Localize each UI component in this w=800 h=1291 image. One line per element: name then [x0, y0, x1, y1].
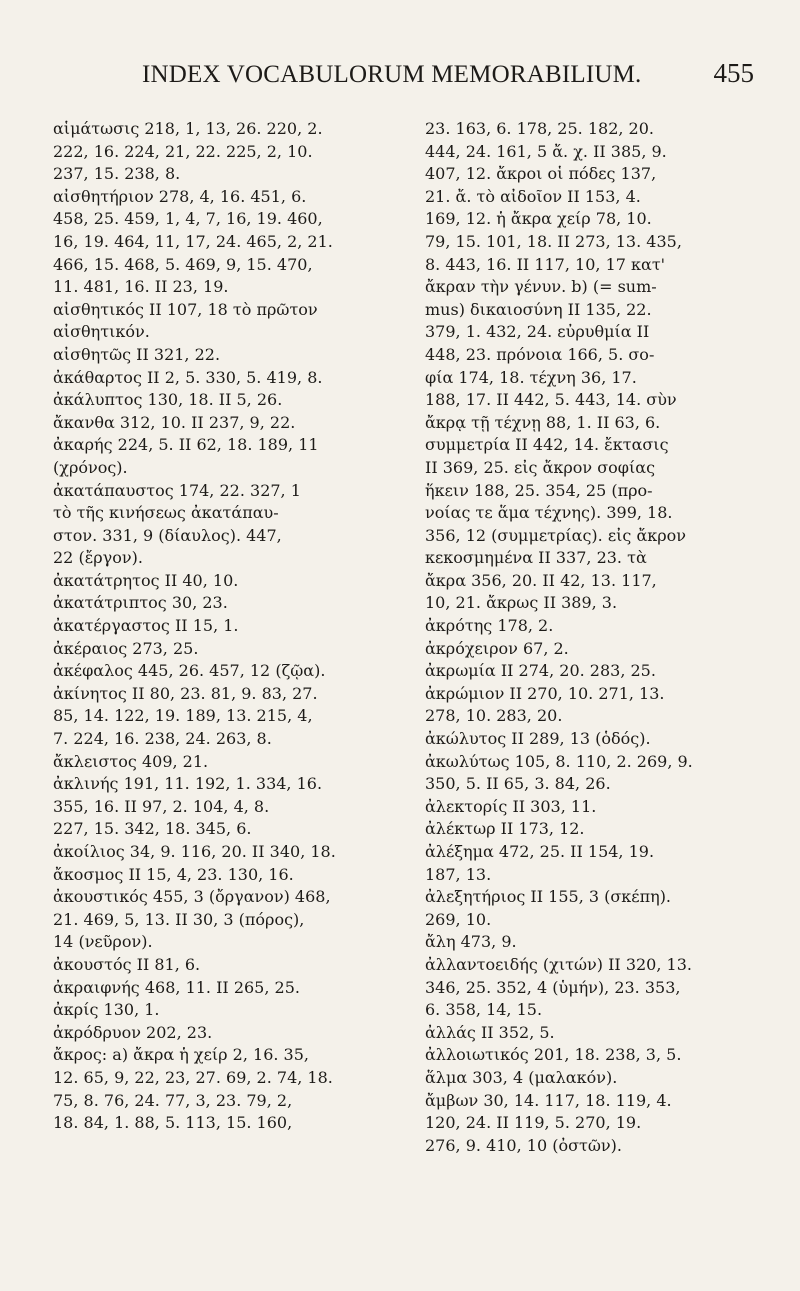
- index-line: ἀκουστός II 81, 6.: [53, 954, 201, 974]
- index-line: 346, 25. 352, 4 (ὑμήν), 23. 353,: [425, 977, 681, 997]
- index-line: αἱμάτωσις 218, 1, 13, 26. 220, 2.: [53, 119, 323, 138]
- index-line: 269, 10.: [425, 909, 492, 929]
- index-line: ἄκλειστος 409, 21.: [53, 751, 209, 771]
- index-line: ἀκατάτρητος II 40, 10.: [53, 570, 239, 590]
- index-line: τὸ τῆς κινήσεως ἀκατάπαυ-: [53, 503, 279, 523]
- page-title: INDEX VOCABULORUM MEMORABILIUM.: [142, 61, 642, 88]
- index-line: 379, 1. 432, 24. εὐρυθμία II: [425, 322, 650, 342]
- index-line: ἀκουστικός 455, 3 (ὄργανον) 468,: [53, 887, 331, 907]
- index-line: 355, 16. II 97, 2. 104, 4, 8.: [53, 796, 270, 816]
- index-line: φία 174, 18. τέχνη 36, 17.: [425, 367, 637, 387]
- index-line: κεκοσμημένα II 337, 23. τὰ: [425, 548, 647, 568]
- index-line: mus) δικαιοσύνη II 135, 22.: [425, 299, 652, 319]
- index-line: 458, 25. 459, 1, 4, 7, 16, 19. 460,: [53, 209, 323, 229]
- index-line: ἄκρα 356, 20. II 42, 13. 117,: [425, 570, 657, 590]
- index-line: 14 (νεῦρον).: [53, 932, 153, 952]
- index-line: ἀκραιφνής 468, 11. II 265, 25.: [53, 977, 300, 997]
- index-line: 448, 23. πρόνοια 166, 5. σο-: [425, 344, 655, 364]
- index-line: ἀλεκτορίς II 303, 11.: [425, 796, 597, 816]
- index-line: 237, 15. 238, 8.: [53, 164, 181, 184]
- index-line: 23. 163, 6. 178, 25. 182, 20.: [425, 119, 654, 138]
- index-line: 79, 15. 101, 18. II 273, 13. 435,: [425, 231, 682, 251]
- index-line: ἀκρόχειρον 67, 2.: [425, 638, 569, 658]
- index-line: ἀκρώμιον II 270, 10. 271, 13.: [425, 683, 665, 703]
- index-line: ἀκαρής 224, 5. II 62, 18. 189, 11: [53, 435, 319, 455]
- index-line: 188, 17. II 442, 5. 443, 14. σὺν: [425, 390, 677, 410]
- index-line: 350, 5. II 65, 3. 84, 26.: [425, 774, 611, 794]
- index-line: ἀκρότης 178, 2.: [425, 616, 554, 636]
- index-line: 6. 358, 14, 15.: [425, 1000, 543, 1020]
- index-line: ἀλέξημα 472, 25. II 154, 19.: [425, 842, 655, 861]
- index-line: συμμετρία II 442, 14. ἔκτασις: [425, 435, 669, 455]
- index-line: 11. 481, 16. II 23, 19.: [53, 277, 229, 297]
- index-line: ἀκάλυπτος 130, 18. II 5, 26.: [53, 390, 283, 410]
- index-line: ἀκρωμία II 274, 20. 283, 25.: [425, 661, 656, 681]
- index-line: ἀλλοιωτικός 201, 18. 238, 3, 5.: [425, 1045, 682, 1065]
- index-line: 222, 16. 224, 21, 22. 225, 2, 10.: [53, 141, 313, 161]
- index-line: ἀκατάτριπτος 30, 23.: [53, 593, 228, 613]
- index-line: ἀκρόδρυον 202, 23.: [53, 1022, 213, 1042]
- index-line: 12. 65, 9, 22, 23, 27. 69, 2. 74, 18.: [53, 1067, 333, 1087]
- index-line: 7. 224, 16. 238, 24. 263, 8.: [53, 729, 272, 749]
- index-line: νοίας τε ἅμα τέχνης). 399, 18.: [425, 503, 673, 523]
- index-line: ἄκοσμος II 15, 4, 23. 130, 16.: [53, 864, 294, 884]
- index-line: ἀλλαντοειδής (χιτών) II 320, 13.: [425, 954, 692, 974]
- left-column: [53, 118, 398, 1135]
- index-line: 18. 84, 1. 88, 5. 113, 15. 160,: [53, 1113, 293, 1133]
- index-line: ἄκραν τὴν γένυν. b) (= sum-: [425, 277, 657, 297]
- index-line: 21. ἄ. τὸ αἰδοῖον II 153, 4.: [425, 186, 641, 206]
- index-line: ἄκρος: a) ἄκρα ἡ χείρ 2, 16. 35,: [53, 1045, 309, 1065]
- index-line: 8. 443, 16. II 117, 10, 17 κατ': [425, 254, 666, 274]
- index-line: 227, 15. 342, 18. 345, 6.: [53, 819, 252, 839]
- index-line: ἄμβων 30, 14. 117, 18. 119, 4.: [425, 1090, 672, 1110]
- index-line: (χρόνος).: [53, 457, 128, 477]
- index-line: ἀλέκτωρ II 173, 12.: [425, 819, 585, 839]
- index-line: στον. 331, 9 (δίαυλος). 447,: [53, 525, 282, 545]
- index-line: 187, 13.: [425, 864, 492, 884]
- index-line: 75, 8. 76, 24. 77, 3, 23. 79, 2,: [53, 1090, 293, 1110]
- index-line: ἄλη 473, 9.: [425, 932, 517, 952]
- index-line: αἰσθητικός II 107, 18 τὸ πρῶτον: [53, 299, 318, 319]
- index-line: ἄκανθα 312, 10. II 237, 9, 22.: [53, 412, 296, 432]
- index-line: ἀκατέργαστος II 15, 1.: [53, 616, 239, 636]
- index-line: ἥκειν 188, 25. 354, 25 (προ-: [425, 480, 653, 500]
- index-line: 276, 9. 410, 10 (ὀστῶν).: [425, 1135, 622, 1155]
- index-line: ἀκωλύτως 105, 8. 110, 2. 269, 9.: [425, 751, 693, 771]
- index-line: ἀκίνητος II 80, 23. 81, 9. 83, 27.: [53, 683, 318, 703]
- index-line: ἀκατάπαυστος 174, 22. 327, 1: [53, 480, 301, 500]
- index-line: ἄκρᾳ τῇ τέχνῃ 88, 1. II 63, 6.: [425, 412, 661, 432]
- index-line: 466, 15. 468, 5. 469, 9, 15. 470,: [53, 254, 313, 274]
- running-header: [142, 58, 754, 89]
- index-line: ἀκάθαρτος II 2, 5. 330, 5. 419, 8.: [53, 367, 323, 387]
- index-line: αἰσθητικόν.: [53, 322, 150, 342]
- index-line: 22 (ἔργον).: [53, 548, 143, 568]
- index-line: αἰσθητῶς II 321, 22.: [53, 344, 221, 364]
- index-line: ἅλμα 303, 4 (μαλακόν).: [425, 1067, 618, 1087]
- index-line: αἰσθητήριον 278, 4, 16. 451, 6.: [53, 186, 307, 206]
- index-line: 444, 24. 161, 5 ἄ. χ. II 385, 9.: [425, 141, 667, 161]
- index-line: 278, 10. 283, 20.: [425, 706, 563, 726]
- index-line: ἀκέφαλος 445, 26. 457, 12 (ζῷα).: [53, 661, 326, 681]
- index-line: 10, 21. ἄκρως II 389, 3.: [425, 593, 618, 613]
- index-line: 407, 12. ἄκροι οἱ πόδες 137,: [425, 164, 657, 184]
- index-line: ἀκρίς 130, 1.: [53, 1000, 160, 1020]
- index-line: ἀκώλυτος II 289, 13 (ὁδός).: [425, 729, 651, 749]
- index-line: II 369, 25. εἰς ἄκρον σοφίας: [425, 457, 656, 477]
- index-line: 169, 12. ἡ ἄκρα χείρ 78, 10.: [425, 209, 652, 229]
- right-column: [425, 118, 775, 1157]
- index-line: 85, 14. 122, 19. 189, 13. 215, 4,: [53, 706, 313, 726]
- page-number: 455: [713, 58, 754, 88]
- index-line: 21. 469, 5, 13. II 30, 3 (πόρος),: [53, 909, 305, 929]
- index-line: 16, 19. 464, 11, 17, 24. 465, 2, 21.: [53, 231, 333, 251]
- index-line: ἀλεξητήριος II 155, 3 (σκέπη).: [425, 887, 672, 907]
- index-line: ἀκέραιος 273, 25.: [53, 638, 199, 658]
- index-line: ἀκοίλιος 34, 9. 116, 20. II 340, 18.: [53, 842, 336, 861]
- index-line: ἀκλινής 191, 11. 192, 1. 334, 16.: [53, 774, 323, 794]
- index-line: 120, 24. II 119, 5. 270, 19.: [425, 1113, 642, 1133]
- index-line: 356, 12 (συμμετρίας). εἰς ἄκρον: [425, 525, 687, 545]
- index-line: ἀλλάς II 352, 5.: [425, 1022, 555, 1042]
